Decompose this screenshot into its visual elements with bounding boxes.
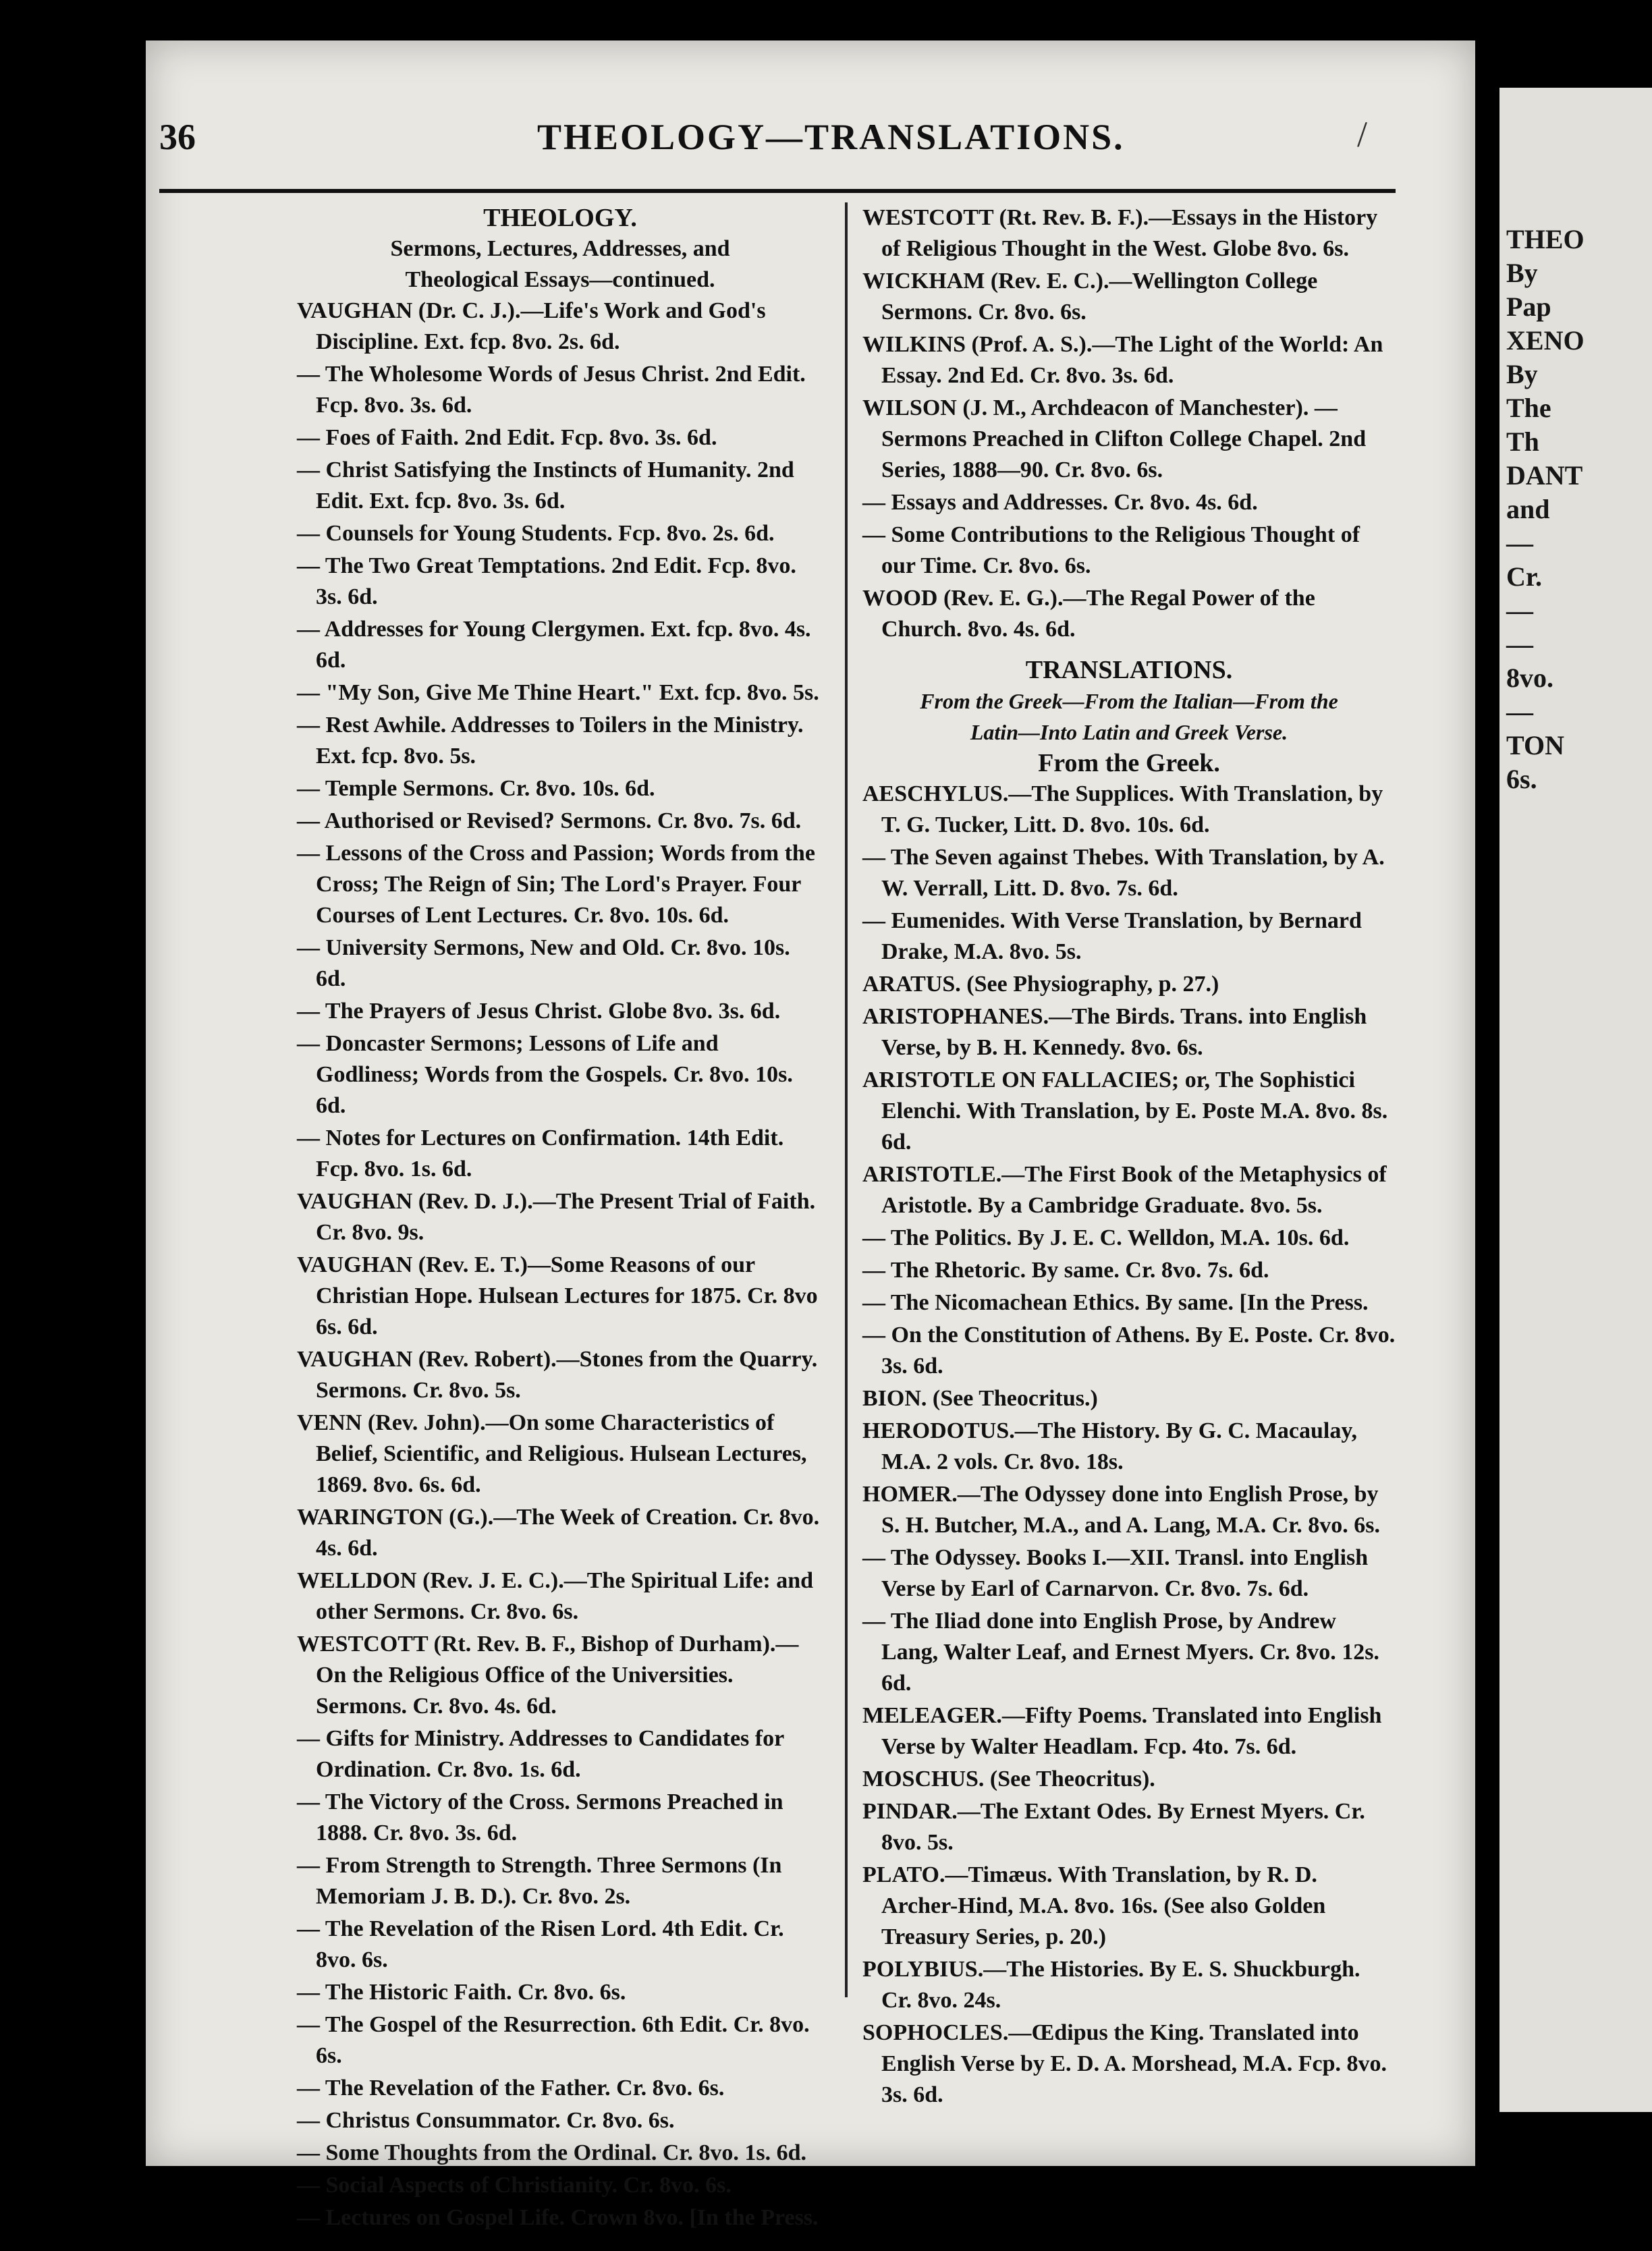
adjacent-fragment: —: [1506, 528, 1533, 558]
catalog-entry: — The Odyssey. Books I.—XII. Transl. into English Verse by Earl of Carnarvon. Cr. 8vo. 7s. 6d.: [862, 1545, 1369, 1601]
running-title: THEOLOGY—TRANSLATIONS.: [537, 117, 1125, 157]
catalog-entry: WESTCOTT (Rt. Rev. B. F.).—Essays in the History of Religious Thought in the West. Globe 8vo. 6s.: [862, 205, 1378, 261]
catalog-entry: — Lessons of the Cross and Passion; Words from the Cross; The Reign of Sin; The Lord's Prayer. Four Courses of Lent Lectures. Cr. 8vo. 10s. 6d.: [297, 841, 815, 928]
catalog-entry: — The Iliad done into English Prose, by Andrew Lang, Walter Leaf, and Ernest Myers. Cr. 8vo. 12s. 6d.: [862, 1609, 1379, 1696]
subheading-from-greek: From the Greek.: [1038, 749, 1220, 777]
catalog-entry: ARISTOTLE ON FALLACIES; or, The Sophistici Elenchi. With Translation, by E. Poste M.A. 8vo. 8s. 6d.: [862, 1067, 1388, 1155]
catalog-entry: — Eumenides. With Verse Translation, by Bernard Drake, M.A. 8vo. 5s.: [862, 908, 1362, 964]
catalog-entry: — From Strength to Strength. Three Sermons (In Memoriam J. B. D.). Cr. 8vo. 2s.: [297, 1853, 782, 1909]
catalog-entry: — Social Aspects of Christianity. Cr. 8vo. 6s.: [297, 2173, 732, 2198]
catalog-entry: — Addresses for Young Clergymen. Ext. fcp. 8vo. 4s. 6d.: [297, 617, 811, 673]
catalog-entry: — The Nicomachean Ethics. By same. [In the Press.: [862, 1290, 1369, 1315]
catalog-entry: WOOD (Rev. E. G.).—The Regal Power of the Church. 8vo. 4s. 6d.: [862, 586, 1315, 642]
translations-description-line1: From the Greek—From the Italian—From the: [920, 689, 1338, 713]
section-heading-translations: TRANSLATIONS.: [1025, 656, 1233, 684]
catalog-entry: — The Victory of the Cross. Sermons Preached in 1888. Cr. 8vo. 3s. 6d.: [297, 1789, 783, 1845]
catalog-entry: — Notes for Lectures on Confirmation. 14th Edit. Fcp. 8vo. 1s. 6d.: [297, 1126, 784, 1182]
catalog-entry: — Gifts for Ministry. Addresses to Candidates for Ordination. Cr. 8vo. 1s. 6d.: [297, 1726, 784, 1782]
catalog-entry: PINDAR.—The Extant Odes. By Ernest Myers. Cr. 8vo. 5s.: [862, 1799, 1365, 1855]
adjacent-fragment: THEO: [1506, 224, 1585, 254]
header-rule: [159, 189, 1396, 193]
catalog-entry: VENN (Rev. John).—On some Characteristics of Belief, Scientific, and Religious. Hulsean Lectures, 1869. 8vo. 6s. 6d.: [297, 1410, 807, 1497]
catalog-entry: AESCHYLUS.—The Supplices. With Translation, by T. G. Tucker, Litt. D. 8vo. 10s. 6d.: [862, 781, 1383, 837]
catalog-entry: — The Seven against Thebes. With Translation, by A. W. Verrall, Litt. D. 8vo. 7s. 6d.: [862, 845, 1385, 901]
adjacent-fragment: The: [1506, 393, 1551, 423]
catalog-entry: WILKINS (Prof. A. S.).—The Light of the World: An Essay. 2nd Ed. Cr. 8vo. 3s. 6d.: [862, 332, 1383, 388]
catalog-entry: — Christ Satisfying the Instincts of Humanity. 2nd Edit. Ext. fcp. 8vo. 3s. 6d.: [297, 457, 794, 513]
catalog-entry: VAUGHAN (Rev. E. T.)—Some Reasons of our Christian Hope. Hulsean Lectures for 1875. Cr. 8vo 6s. 6d.: [297, 1252, 818, 1339]
catalog-entry: VAUGHAN (Rev. Robert).—Stones from the Quarry. Sermons. Cr. 8vo. 5s.: [297, 1347, 818, 1403]
catalog-entry: VAUGHAN (Rev. D. J.).—The Present Trial of Faith. Cr. 8vo. 9s.: [297, 1189, 816, 1245]
catalog-entry: WELLDON (Rev. J. E. C.).—The Spiritual Life: and other Sermons. Cr. 8vo. 6s.: [297, 1568, 814, 1624]
adjacent-fragment: Th: [1506, 426, 1539, 457]
catalog-entry: WESTCOTT (Rt. Rev. B. F., Bishop of Durham).—On the Religious Office of the Universities. Sermons. Cr. 8vo. 4s. 6d.: [297, 1632, 799, 1719]
catalog-entry: — The Gospel of the Resurrection. 6th Edit. Cr. 8vo. 6s.: [297, 2012, 810, 2068]
adjacent-fragment: TON: [1506, 730, 1564, 760]
adjacent-fragment: Cr.: [1506, 561, 1542, 592]
adjacent-fragment: By: [1506, 359, 1538, 389]
catalog-entry: — Some Contributions to the Religious Thought of our Time. Cr. 8vo. 6s.: [862, 522, 1360, 578]
left-column: [297, 202, 823, 2235]
margin-mark: /: [1356, 114, 1367, 155]
catalog-entry: MOSCHUS. (See Theocritus).: [862, 1767, 1155, 1791]
catalog-entry: — Authorised or Revised? Sermons. Cr. 8vo. 7s. 6d.: [297, 808, 802, 833]
catalog-entry: POLYBIUS.—The Histories. By E. S. Shuckburgh. Cr. 8vo. 24s.: [862, 1957, 1360, 2013]
adjacent-fragment: Pap: [1506, 291, 1551, 322]
catalog-entry: WARINGTON (G.).—The Week of Creation. Cr. 8vo. 4s. 6d.: [297, 1505, 820, 1561]
catalog-entry: — The Politics. By J. E. C. Welldon, M.A. 10s. 6d.: [862, 1225, 1350, 1250]
catalog-entry: — On the Constitution of Athens. By E. Poste. Cr. 8vo. 3s. 6d.: [862, 1323, 1396, 1379]
page-header: [159, 116, 1401, 163]
catalog-entry: — The Revelation of the Risen Lord. 4th Edit. Cr. 8vo. 6s.: [297, 1916, 784, 1972]
catalog-entry: — The Rhetoric. By same. Cr. 8vo. 7s. 6d.: [862, 1258, 1269, 1283]
catalog-entry: — The Two Great Temptations. 2nd Edit. Fcp. 8vo. 3s. 6d.: [297, 553, 796, 609]
catalog-entry: — The Revelation of the Father. Cr. 8vo. 6s.: [297, 2076, 725, 2101]
translations-description-line2: Latin—Into Latin and Greek Verse.: [970, 720, 1288, 744]
catalog-entry: ARISTOPHANES.—The Birds. Trans. into English Verse, by B. H. Kennedy. 8vo. 6s.: [862, 1004, 1367, 1060]
catalog-entry: — The Prayers of Jesus Christ. Globe 8vo. 3s. 6d.: [297, 999, 781, 1024]
catalog-entry: — Rest Awhile. Addresses to Toilers in the Ministry. Ext. fcp. 8vo. 5s.: [297, 713, 804, 769]
adjacent-page-text: [1506, 223, 1652, 796]
adjacent-fragment: and: [1506, 494, 1550, 524]
adjacent-fragment: —: [1506, 595, 1533, 626]
catalog-entry: — Foes of Faith. 2nd Edit. Fcp. 8vo. 3s. 6d.: [297, 425, 717, 450]
adjacent-fragment: XENO: [1506, 325, 1585, 356]
adjacent-fragment: —: [1506, 629, 1533, 659]
catalog-entry: — Counsels for Young Students. Fcp. 8vo. 2s. 6d.: [297, 521, 775, 546]
catalog-entry: WILSON (J. M., Archdeacon of Manchester). —Sermons Preached in Clifton College Chapel. 2nd Series, 1888—90. Cr. 8vo. 6s.: [862, 395, 1367, 482]
catalog-entry: — Doncaster Sermons; Lessons of Life and Godliness; Words from the Gospels. Cr. 8vo. 10s. 6d.: [297, 1031, 793, 1118]
adjacent-fragment: By: [1506, 258, 1538, 288]
catalog-entry: MELEAGER.—Fifty Poems. Translated into English Verse by Walter Headlam. Fcp. 4to. 7s. 6d.: [862, 1703, 1382, 1759]
catalog-entry: — Christus Consummator. Cr. 8vo. 6s.: [297, 2108, 675, 2133]
catalog-entry: — The Wholesome Words of Jesus Christ. 2nd Edit. Fcp. 8vo. 3s. 6d.: [297, 362, 806, 418]
catalog-entry: SOPHOCLES.—Œdipus the King. Translated into English Verse by E. D. A. Morshead, M.A. Fcp. 8vo. 3s. 6d.: [862, 2020, 1387, 2107]
catalog-entry: VAUGHAN (Dr. C. J.).—Life's Work and God's Discipline. Ext. fcp. 8vo. 2s. 6d.: [297, 298, 766, 354]
adjacent-fragment: —: [1506, 696, 1533, 727]
catalog-entry: WICKHAM (Rev. E. C.).—Wellington College Sermons. Cr. 8vo. 6s.: [862, 269, 1318, 325]
adjacent-fragment: DANT: [1506, 460, 1583, 491]
catalog-entry: — Lectures on Gospel Life. Crown 8vo. [In the Press.: [297, 2205, 819, 2230]
section-subheading-continued: Theological Essays—continued.: [405, 267, 715, 292]
section-subheading: Sermons, Lectures, Addresses, and: [390, 236, 730, 261]
adjacent-page-edge: [1499, 88, 1652, 2112]
column-divider: [845, 202, 848, 1997]
catalog-entry: HOMER.—The Odyssey done into English Prose, by S. H. Butcher, M.A., and A. Lang, M.A. Cr. 8vo. 6s.: [862, 1482, 1380, 1538]
catalog-entry: — University Sermons, New and Old. Cr. 8vo. 10s. 6d.: [297, 935, 790, 991]
section-heading-theology: THEOLOGY.: [483, 204, 637, 232]
catalog-entry: ARISTOTLE.—The First Book of the Metaphysics of Aristotle. By a Cambridge Graduate. 8vo. 5s.: [862, 1162, 1387, 1218]
page-number: 36: [159, 117, 196, 157]
catalog-entry: — Some Thoughts from the Ordinal. Cr. 8vo. 1s. 6d.: [297, 2140, 807, 2165]
catalog-entry: — The Historic Faith. Cr. 8vo. 6s.: [297, 1980, 626, 2005]
catalog-entry: — "My Son, Give Me Thine Heart." Ext. fcp. 8vo. 5s.: [297, 680, 819, 705]
catalog-entry: — Temple Sermons. Cr. 8vo. 10s. 6d.: [297, 776, 655, 801]
catalog-entry: — Essays and Addresses. Cr. 8vo. 4s. 6d.: [862, 490, 1258, 515]
adjacent-fragment: 6s.: [1506, 764, 1537, 794]
right-entry-list-bottom: [862, 779, 1396, 2111]
catalog-entry: BION. (See Theocritus.): [862, 1386, 1098, 1411]
catalog-entry: ARATUS. (See Physiography, p. 27.): [862, 972, 1219, 997]
right-column: [862, 202, 1396, 2112]
left-entry-list: [297, 296, 823, 2233]
catalog-entry: PLATO.—Timæus. With Translation, by R. D. Archer-Hind, M.A. 8vo. 16s. (See also Golden Treasury Series, p. 20.): [862, 1862, 1326, 1949]
adjacent-fragment: 8vo.: [1506, 663, 1553, 693]
right-entry-list-top: [862, 202, 1396, 645]
catalog-entry: HERODOTUS.—The History. By G. C. Macaulay, M.A. 2 vols. Cr. 8vo. 18s.: [862, 1418, 1357, 1474]
